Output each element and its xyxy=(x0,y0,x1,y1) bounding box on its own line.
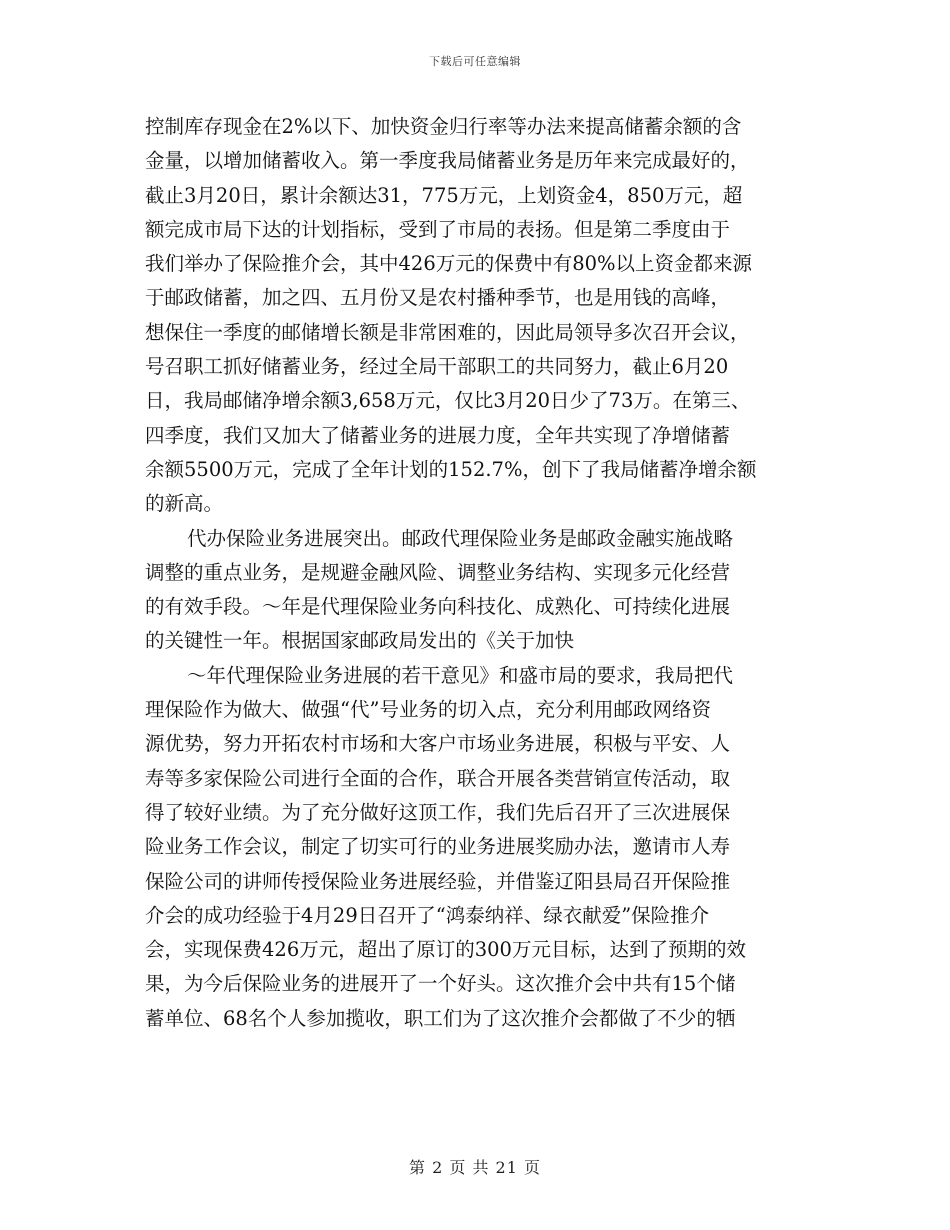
text-line: 介会的成功经验于4月29日召开了“鸿泰纳祥、绿衣献爱”保险推介 xyxy=(145,903,710,927)
text-line: 日，我局邮储净增余额3,658万元，仅比3月20日少了73万。在第三、 xyxy=(145,389,751,413)
text-line: 我们举办了保险推介会，其中426万元的保费中有80%以上资金都来源 xyxy=(145,252,753,276)
page-number-footer: 第 2 页 共 21 页 xyxy=(409,1158,541,1177)
text-line: 理保险作为做大、做强“代”号业务的切入点，充分利用邮政网络资 xyxy=(145,698,711,722)
text-line: 截止3月20日，累计余额达31，775万元，上划资金4，850万元，超 xyxy=(145,183,743,207)
text-line: 号召职工抓好储蓄业务，经过全局干部职工的共同努力，截止6月20 xyxy=(145,355,729,379)
text-line: 的有效手段。～年是代理保险业务向科技化、成熟化、可持续化进展 xyxy=(145,595,731,619)
text-line: 保险公司的讲师传授保险业务进展经验，并借鉴辽阳县局召开保险推 xyxy=(145,869,731,893)
text-line: 于邮政储蓄，加之四、五月份又是农村播种季节，也是用钱的高峰， xyxy=(145,286,731,310)
text-line: 险业务工作会议，制定了切实可行的业务进展奖励办法，邀请市人寿 xyxy=(145,835,731,859)
text-line: 调整的重点业务，是规避金融风险、调整业务结构、实现多元化经营 xyxy=(145,560,731,584)
text-line: 的关键性一年。根据国家邮政局发出的《关于加快 xyxy=(145,629,575,653)
header-note: 下载后可任意编辑 xyxy=(429,55,521,68)
paragraph-start-line: 代办保险业务进展突出。邮政代理保险业务是邮政金融实施战略 xyxy=(187,526,734,550)
text-line: 寿等多家保险公司进行全面的合作，联合开展各类营销宣传活动，取 xyxy=(145,766,731,790)
text-line: 想保住一季度的邮储增长额是非常困难的，因此局领导多次召开会议， xyxy=(145,320,750,344)
body-text xyxy=(145,110,825,1036)
text-line: 得了较好业绩。为了充分做好这顶工作，我们先后召开了三次进展保 xyxy=(145,800,731,824)
paragraph-start-line: ～年代理保险业务进展的若干意见》和盛市局的要求，我局把代 xyxy=(187,663,734,687)
text-line: 果，为今后保险业务的进展开了一个好头。这次推介会中共有15个储 xyxy=(145,972,736,996)
text-line: 控制库存现金在2%以下、加快资金归行率等办法来提高储蓄余额的含 xyxy=(145,115,742,138)
text-line: 的新高。 xyxy=(145,492,224,516)
text-line: 蓄单位、68名个人参加揽收，职工们为了这次推介会都做了不少的牺 xyxy=(145,1006,736,1030)
text-line: 额完成市局下达的计划指标，受到了市局的表扬。但是第二季度由于 xyxy=(145,217,731,241)
text-line: 金量，以增加储蓄收入。第一季度我局储蓄业务是历年来完成最好的， xyxy=(145,149,750,173)
text-line: 余额5500万元，完成了全年计划的152.7%，创下了我局储蓄净增余额 xyxy=(145,457,757,481)
text-line: 会，实现保费426万元，超出了原订的300万元目标，达到了预期的效 xyxy=(145,938,746,962)
text-line: 源优势，努力开拓农村市场和大客户市场业务进展，积极与平安、人 xyxy=(145,732,731,756)
text-line: 四季度，我们又加大了储蓄业务的进展力度，全年共实现了净增储蓄 xyxy=(145,423,731,447)
